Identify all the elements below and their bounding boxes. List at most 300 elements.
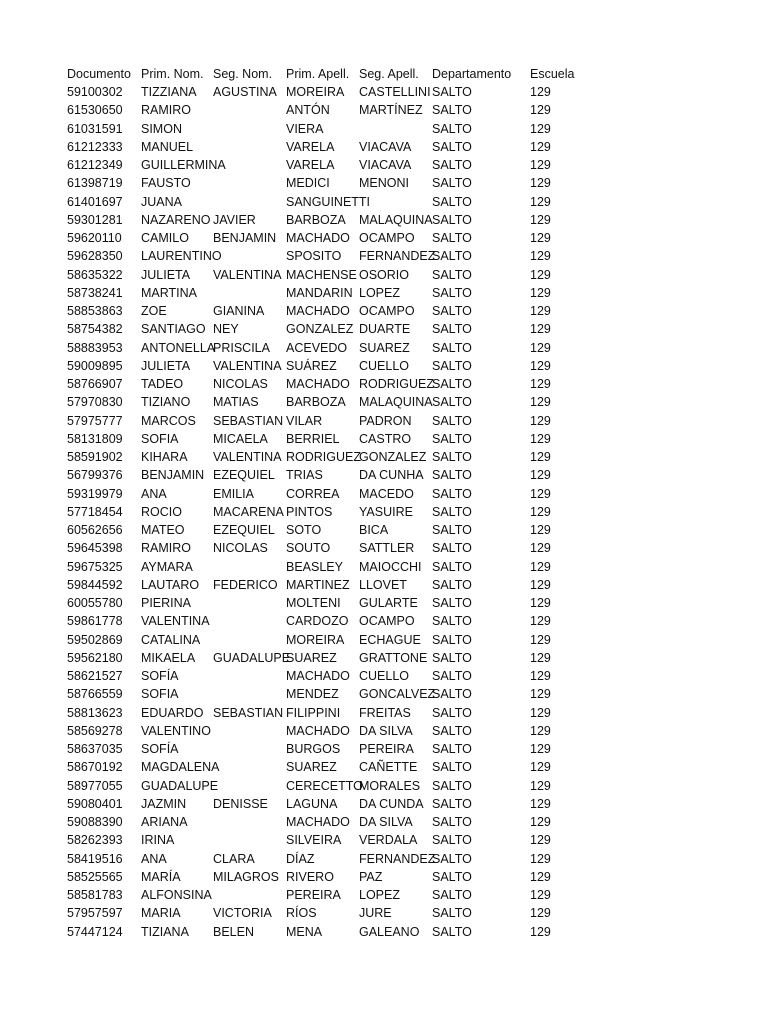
seg-apell-cell: FERNANDEZ (359, 249, 436, 264)
table-row (0, 357, 768, 375)
header-prim-nom: Prim. Nom. (141, 67, 204, 81)
escuela-cell: 129 (530, 158, 551, 172)
escuela-cell: 129 (530, 687, 551, 702)
departamento-cell: SALTO (432, 85, 472, 99)
seg-nom-cell: PRISCILA (213, 340, 270, 355)
escuela-cell: 129 (530, 139, 551, 154)
table-row (0, 850, 768, 868)
prim-nom-cell: GUILLERMINA (141, 158, 226, 172)
table-row (0, 101, 768, 119)
documento-cell: 58670192 (67, 760, 123, 775)
prim-nom-cell: MATEO (141, 523, 185, 537)
prim-nom-cell: TIZIANA (141, 924, 189, 939)
departamento-cell: SALTO (432, 669, 472, 683)
prim-apell-cell: MOLTENI (286, 596, 341, 610)
departamento-cell: SALTO (432, 796, 472, 811)
escuela-cell: 129 (530, 869, 551, 884)
escuela-cell: 129 (530, 559, 551, 574)
documento-cell: 61398719 (67, 176, 123, 191)
seg-apell-cell: GRATTONE (359, 650, 428, 665)
prim-nom-cell: LAURENTINO (141, 249, 222, 264)
prim-apell-cell: MEDICI (286, 176, 330, 191)
table-row (0, 229, 768, 247)
prim-nom-cell: FAUSTO (141, 176, 191, 191)
documento-cell: 59301281 (67, 212, 123, 227)
escuela-cell: 129 (530, 249, 551, 264)
seg-nom-cell: MATIAS (213, 395, 259, 410)
prim-apell-cell: LAGUNA (286, 796, 338, 811)
documento-cell: 58766559 (67, 687, 123, 702)
header-departamento: Departamento (432, 67, 512, 81)
header-row (0, 65, 768, 83)
documento-cell: 59628350 (67, 249, 123, 264)
table-row (0, 685, 768, 703)
documento-cell: 58766907 (67, 377, 123, 391)
table-row (0, 704, 768, 722)
seg-apell-cell: DA CUNDA (359, 796, 424, 811)
seg-apell-cell: PEREIRA (359, 742, 414, 756)
prim-apell-cell: MARTINEZ (286, 577, 350, 592)
escuela-cell: 129 (530, 650, 551, 665)
seg-nom-cell: SEBASTIAN (213, 705, 284, 720)
prim-nom-cell: PIERINA (141, 596, 192, 610)
header-seg-nom: Seg. Nom. (213, 67, 273, 81)
prim-nom-cell: RAMIRO (141, 103, 191, 118)
prim-apell-cell: SUAREZ (286, 650, 337, 665)
escuela-cell: 129 (530, 577, 551, 592)
departamento-cell: SALTO (432, 413, 472, 428)
table-row (0, 266, 768, 284)
table-row (0, 174, 768, 192)
prim-apell-cell: VIERA (286, 121, 324, 136)
table-row (0, 740, 768, 758)
documento-cell: 59502869 (67, 632, 123, 647)
table-row (0, 120, 768, 138)
departamento-cell: SALTO (432, 431, 472, 446)
seg-nom-cell: FEDERICO (213, 577, 278, 592)
table-row (0, 302, 768, 320)
seg-apell-cell: LOPEZ (359, 888, 400, 902)
prim-nom-cell: MARIA (141, 906, 181, 921)
seg-apell-cell: CUELLO (359, 669, 410, 683)
departamento-cell: SALTO (432, 395, 472, 410)
table-row (0, 923, 768, 941)
seg-nom-cell: NICOLAS (213, 541, 268, 556)
prim-apell-cell: SPOSITO (286, 249, 342, 264)
table-row (0, 138, 768, 156)
departamento-cell: SALTO (432, 212, 472, 227)
seg-apell-cell: GULARTE (359, 596, 418, 610)
departamento-cell: SALTO (432, 249, 472, 264)
prim-nom-cell: ALFONSINA (141, 888, 212, 902)
seg-nom-cell: NEY (213, 322, 239, 337)
departamento-cell: SALTO (432, 121, 472, 136)
departamento-cell: SALTO (432, 924, 472, 939)
prim-apell-cell: SILVEIRA (286, 833, 342, 848)
prim-nom-cell: JAZMIN (141, 796, 187, 811)
seg-apell-cell: MALAQUINA (359, 212, 433, 227)
table-row (0, 284, 768, 302)
table-row (0, 777, 768, 795)
escuela-cell: 129 (530, 304, 551, 318)
table-row (0, 868, 768, 886)
departamento-cell: SALTO (432, 869, 472, 884)
prim-apell-cell: GONZALEZ (286, 322, 354, 337)
escuela-cell: 129 (530, 322, 551, 337)
seg-nom-cell: VICTORIA (213, 906, 272, 921)
seg-apell-cell: LLOVET (359, 577, 407, 592)
escuela-cell: 129 (530, 760, 551, 775)
departamento-cell: SALTO (432, 632, 472, 647)
seg-nom-cell: JAVIER (213, 212, 256, 227)
prim-nom-cell: CATALINA (141, 632, 201, 647)
departamento-cell: SALTO (432, 760, 472, 775)
documento-cell: 59675325 (67, 559, 123, 574)
table-row (0, 667, 768, 685)
table-row (0, 594, 768, 612)
escuela-cell: 129 (530, 377, 551, 391)
header-escuela: Escuela (530, 67, 575, 81)
prim-nom-cell: TIZZIANA (141, 85, 197, 99)
seg-apell-cell: CAÑETTE (359, 760, 418, 775)
departamento-cell: SALTO (432, 815, 472, 829)
documento-cell: 58419516 (67, 851, 123, 866)
documento-cell: 59088390 (67, 815, 123, 829)
escuela-cell: 129 (530, 924, 551, 939)
table-row (0, 576, 768, 594)
prim-apell-cell: CERECETTO (286, 778, 363, 793)
seg-nom-cell: SEBASTIAN (213, 413, 284, 428)
seg-nom-cell: VALENTINA (213, 267, 282, 282)
prim-nom-cell: BENJAMIN (141, 468, 205, 483)
escuela-cell: 129 (530, 121, 551, 136)
prim-nom-cell: NAZARENO (141, 212, 211, 227)
table-row (0, 83, 768, 101)
departamento-cell: SALTO (432, 504, 472, 519)
table-row (0, 247, 768, 265)
prim-nom-cell: KIHARA (141, 450, 188, 464)
seg-nom-cell: NICOLAS (213, 377, 268, 391)
prim-nom-cell: MANUEL (141, 139, 194, 154)
escuela-cell: 129 (530, 358, 551, 373)
documento-cell: 58569278 (67, 723, 123, 738)
documento-cell: 58581783 (67, 888, 123, 902)
table-row (0, 813, 768, 831)
departamento-cell: SALTO (432, 486, 472, 501)
table-row (0, 521, 768, 539)
documento-cell: 58738241 (67, 285, 123, 300)
prim-nom-cell: JULIETA (141, 358, 191, 373)
prim-apell-cell: SANGUINETTI (286, 194, 371, 209)
departamento-cell: SALTO (432, 285, 472, 300)
seg-nom-cell: CLARA (213, 851, 255, 866)
escuela-cell: 129 (530, 194, 551, 209)
departamento-cell: SALTO (432, 650, 472, 665)
prim-nom-cell: ARIANA (141, 815, 188, 829)
documento-cell: 61401697 (67, 194, 123, 209)
seg-apell-cell: FERNANDEZ (359, 851, 436, 866)
escuela-cell: 129 (530, 468, 551, 483)
escuela-cell: 129 (530, 796, 551, 811)
prim-apell-cell: MACHADO (286, 723, 350, 738)
prim-nom-cell: IRINA (141, 833, 175, 848)
table-row (0, 831, 768, 849)
escuela-cell: 129 (530, 851, 551, 866)
documento-cell: 59562180 (67, 650, 123, 665)
seg-apell-cell: MALAQUINA (359, 395, 433, 410)
table-row (0, 485, 768, 503)
documento-cell: 59620110 (67, 231, 122, 245)
table-row (0, 430, 768, 448)
prim-apell-cell: BEASLEY (286, 559, 343, 574)
departamento-cell: SALTO (432, 596, 472, 610)
seg-apell-cell: GONZALEZ (359, 450, 427, 464)
seg-apell-cell: MACEDO (359, 486, 414, 501)
documento-cell: 57718454 (67, 504, 123, 519)
prim-apell-cell: SOUTO (286, 541, 331, 556)
departamento-cell: SALTO (432, 158, 472, 172)
departamento-cell: SALTO (432, 705, 472, 720)
departamento-cell: SALTO (432, 358, 472, 373)
documento-cell: 59100302 (67, 85, 123, 99)
seg-apell-cell: JURE (359, 906, 392, 921)
table-row (0, 649, 768, 667)
seg-nom-cell: BELEN (213, 924, 254, 939)
documento-cell: 59844592 (67, 577, 123, 592)
departamento-cell: SALTO (432, 614, 472, 629)
prim-nom-cell: TIZIANO (141, 395, 191, 410)
departamento-cell: SALTO (432, 577, 472, 592)
header-documento: Documento (67, 67, 131, 81)
seg-nom-cell: EZEQUIEL (213, 523, 275, 537)
departamento-cell: SALTO (432, 176, 472, 191)
escuela-cell: 129 (530, 742, 551, 756)
departamento-cell: SALTO (432, 687, 472, 702)
escuela-cell: 129 (530, 231, 551, 245)
prim-apell-cell: MACHADO (286, 377, 350, 391)
escuela-cell: 129 (530, 340, 551, 355)
seg-apell-cell: MARTÍNEZ (359, 103, 423, 118)
prim-nom-cell: SIMON (141, 121, 182, 136)
prim-apell-cell: PEREIRA (286, 888, 341, 902)
seg-nom-cell: MICAELA (213, 431, 268, 446)
seg-apell-cell: ECHAGUE (359, 632, 421, 647)
seg-apell-cell: VERDALA (359, 833, 418, 848)
seg-apell-cell: DA SILVA (359, 815, 413, 829)
header-prim-apell: Prim. Apell. (286, 67, 350, 81)
documento-cell: 61212349 (67, 158, 123, 172)
seg-apell-cell: FREITAS (359, 705, 411, 720)
table-row (0, 612, 768, 630)
prim-apell-cell: MENDEZ (286, 687, 339, 702)
escuela-cell: 129 (530, 504, 551, 519)
table-row (0, 758, 768, 776)
table-row (0, 393, 768, 411)
prim-apell-cell: MANDARIN (286, 285, 353, 300)
documento-cell: 59009895 (67, 358, 123, 373)
table-row (0, 631, 768, 649)
table-row (0, 722, 768, 740)
documento-cell: 57970830 (67, 395, 123, 410)
documento-cell: 60562656 (67, 523, 123, 537)
seg-apell-cell: VIACAVA (359, 139, 412, 154)
prim-apell-cell: MACHADO (286, 815, 350, 829)
table-row (0, 412, 768, 430)
departamento-cell: SALTO (432, 851, 472, 866)
prim-apell-cell: MOREIRA (286, 85, 345, 99)
prim-nom-cell: EDUARDO (141, 705, 204, 720)
departamento-cell: SALTO (432, 723, 472, 738)
prim-apell-cell: MACHADO (286, 304, 350, 318)
seg-apell-cell: PADRON (359, 413, 412, 428)
prim-apell-cell: BERRIEL (286, 431, 340, 446)
documento-cell: 58525565 (67, 869, 123, 884)
prim-apell-cell: CARDOZO (286, 614, 349, 629)
prim-nom-cell: RAMIRO (141, 541, 191, 556)
departamento-cell: SALTO (432, 450, 472, 464)
departamento-cell: SALTO (432, 468, 472, 483)
documento-cell: 57957597 (67, 906, 123, 921)
escuela-cell: 129 (530, 705, 551, 720)
seg-nom-cell: EZEQUIEL (213, 468, 275, 483)
departamento-cell: SALTO (432, 377, 472, 391)
documento-cell: 61031591 (67, 121, 123, 136)
table-row (0, 339, 768, 357)
prim-apell-cell: PINTOS (286, 504, 333, 519)
prim-apell-cell: MENA (286, 924, 323, 939)
prim-apell-cell: CORREA (286, 486, 340, 501)
prim-nom-cell: SOFÍA (141, 669, 179, 683)
prim-apell-cell: TRIAS (286, 468, 323, 483)
seg-apell-cell: OCAMPO (359, 231, 415, 245)
table-row (0, 558, 768, 576)
documento-cell: 58813623 (67, 705, 123, 720)
header-seg-apell: Seg. Apell. (359, 67, 419, 81)
documento-cell: 58853863 (67, 304, 123, 318)
documento-cell: 59319979 (67, 486, 123, 501)
departamento-cell: SALTO (432, 559, 472, 574)
seg-apell-cell: PAZ (359, 869, 383, 884)
seg-apell-cell: VIACAVA (359, 158, 412, 172)
escuela-cell: 129 (530, 723, 551, 738)
departamento-cell: SALTO (432, 139, 472, 154)
table-row (0, 904, 768, 922)
documento-cell: 58621527 (67, 669, 123, 683)
departamento-cell: SALTO (432, 523, 472, 537)
departamento-cell: SALTO (432, 304, 472, 318)
escuela-cell: 129 (530, 632, 551, 647)
prim-apell-cell: BARBOZA (286, 212, 346, 227)
seg-nom-cell: BENJAMIN (213, 231, 277, 245)
escuela-cell: 129 (530, 431, 551, 446)
prim-nom-cell: VALENTINO (141, 723, 211, 738)
table-row (0, 503, 768, 521)
documento-cell: 58637035 (67, 742, 123, 756)
prim-nom-cell: ANA (141, 851, 167, 866)
table-row (0, 156, 768, 174)
departamento-cell: SALTO (432, 778, 472, 793)
prim-nom-cell: TADEO (141, 377, 184, 391)
prim-apell-cell: SUÁREZ (286, 358, 337, 373)
prim-apell-cell: RIVERO (286, 869, 334, 884)
seg-apell-cell: CASTELLINI (359, 85, 431, 99)
prim-nom-cell: JUANA (141, 194, 182, 209)
departamento-cell: SALTO (432, 906, 472, 921)
seg-nom-cell: AGUSTINA (213, 85, 277, 99)
prim-apell-cell: MACHADO (286, 669, 350, 683)
seg-nom-cell: MILAGROS (213, 869, 279, 884)
table-row (0, 886, 768, 904)
escuela-cell: 129 (530, 833, 551, 848)
prim-nom-cell: CAMILO (141, 231, 189, 245)
escuela-cell: 129 (530, 450, 551, 464)
seg-apell-cell: MORALES (359, 778, 421, 793)
documento-cell: 59645398 (67, 541, 123, 556)
documento-cell: 56799376 (67, 468, 123, 483)
departamento-cell: SALTO (432, 103, 472, 118)
escuela-cell: 129 (530, 596, 551, 610)
escuela-cell: 129 (530, 103, 551, 118)
seg-apell-cell: SATTLER (359, 541, 415, 556)
departamento-cell: SALTO (432, 833, 472, 848)
documento-cell: 58262393 (67, 833, 123, 848)
seg-apell-cell: MENONI (359, 176, 409, 191)
seg-nom-cell: EMILIA (213, 486, 254, 501)
prim-nom-cell: GUADALUPE (141, 778, 219, 793)
departamento-cell: SALTO (432, 267, 472, 282)
table-row (0, 193, 768, 211)
documento-cell: 57975777 (67, 413, 123, 428)
seg-apell-cell: DUARTE (359, 322, 411, 337)
seg-apell-cell: OCAMPO (359, 304, 415, 318)
escuela-cell: 129 (530, 614, 551, 629)
seg-nom-cell: DENISSE (213, 796, 268, 811)
prim-nom-cell: SOFIA (141, 687, 179, 702)
documento-cell: 58635322 (67, 267, 123, 282)
departamento-cell: SALTO (432, 742, 472, 756)
prim-nom-cell: MARTINA (141, 285, 198, 300)
escuela-cell: 129 (530, 176, 551, 191)
escuela-cell: 129 (530, 486, 551, 501)
prim-nom-cell: ZOE (141, 304, 167, 318)
documento-cell: 58754382 (67, 322, 123, 337)
seg-apell-cell: MAIOCCHI (359, 559, 422, 574)
prim-apell-cell: MACHADO (286, 231, 350, 245)
escuela-cell: 129 (530, 669, 551, 683)
prim-nom-cell: SOFÍA (141, 742, 179, 756)
documento-cell: 58591902 (67, 450, 123, 464)
documento-cell: 58977055 (67, 778, 123, 793)
prim-apell-cell: MACHENSE (286, 267, 357, 282)
seg-nom-cell: GIANINA (213, 304, 265, 318)
prim-apell-cell: SOTO (286, 523, 322, 537)
escuela-cell: 129 (530, 413, 551, 428)
departamento-cell: SALTO (432, 340, 472, 355)
seg-apell-cell: LOPEZ (359, 285, 400, 300)
seg-apell-cell: RODRIGUEZ (359, 377, 434, 391)
escuela-cell: 129 (530, 523, 551, 537)
prim-apell-cell: RODRIGUEZ (286, 450, 361, 464)
prim-nom-cell: AYMARA (141, 559, 193, 574)
table-row (0, 320, 768, 338)
prim-nom-cell: ROCIO (141, 504, 182, 519)
seg-apell-cell: DA CUNHA (359, 468, 424, 483)
prim-nom-cell: SOFIA (141, 431, 179, 446)
departamento-cell: SALTO (432, 541, 472, 556)
seg-apell-cell: OCAMPO (359, 614, 415, 629)
escuela-cell: 129 (530, 541, 551, 556)
seg-apell-cell: SUAREZ (359, 340, 410, 355)
